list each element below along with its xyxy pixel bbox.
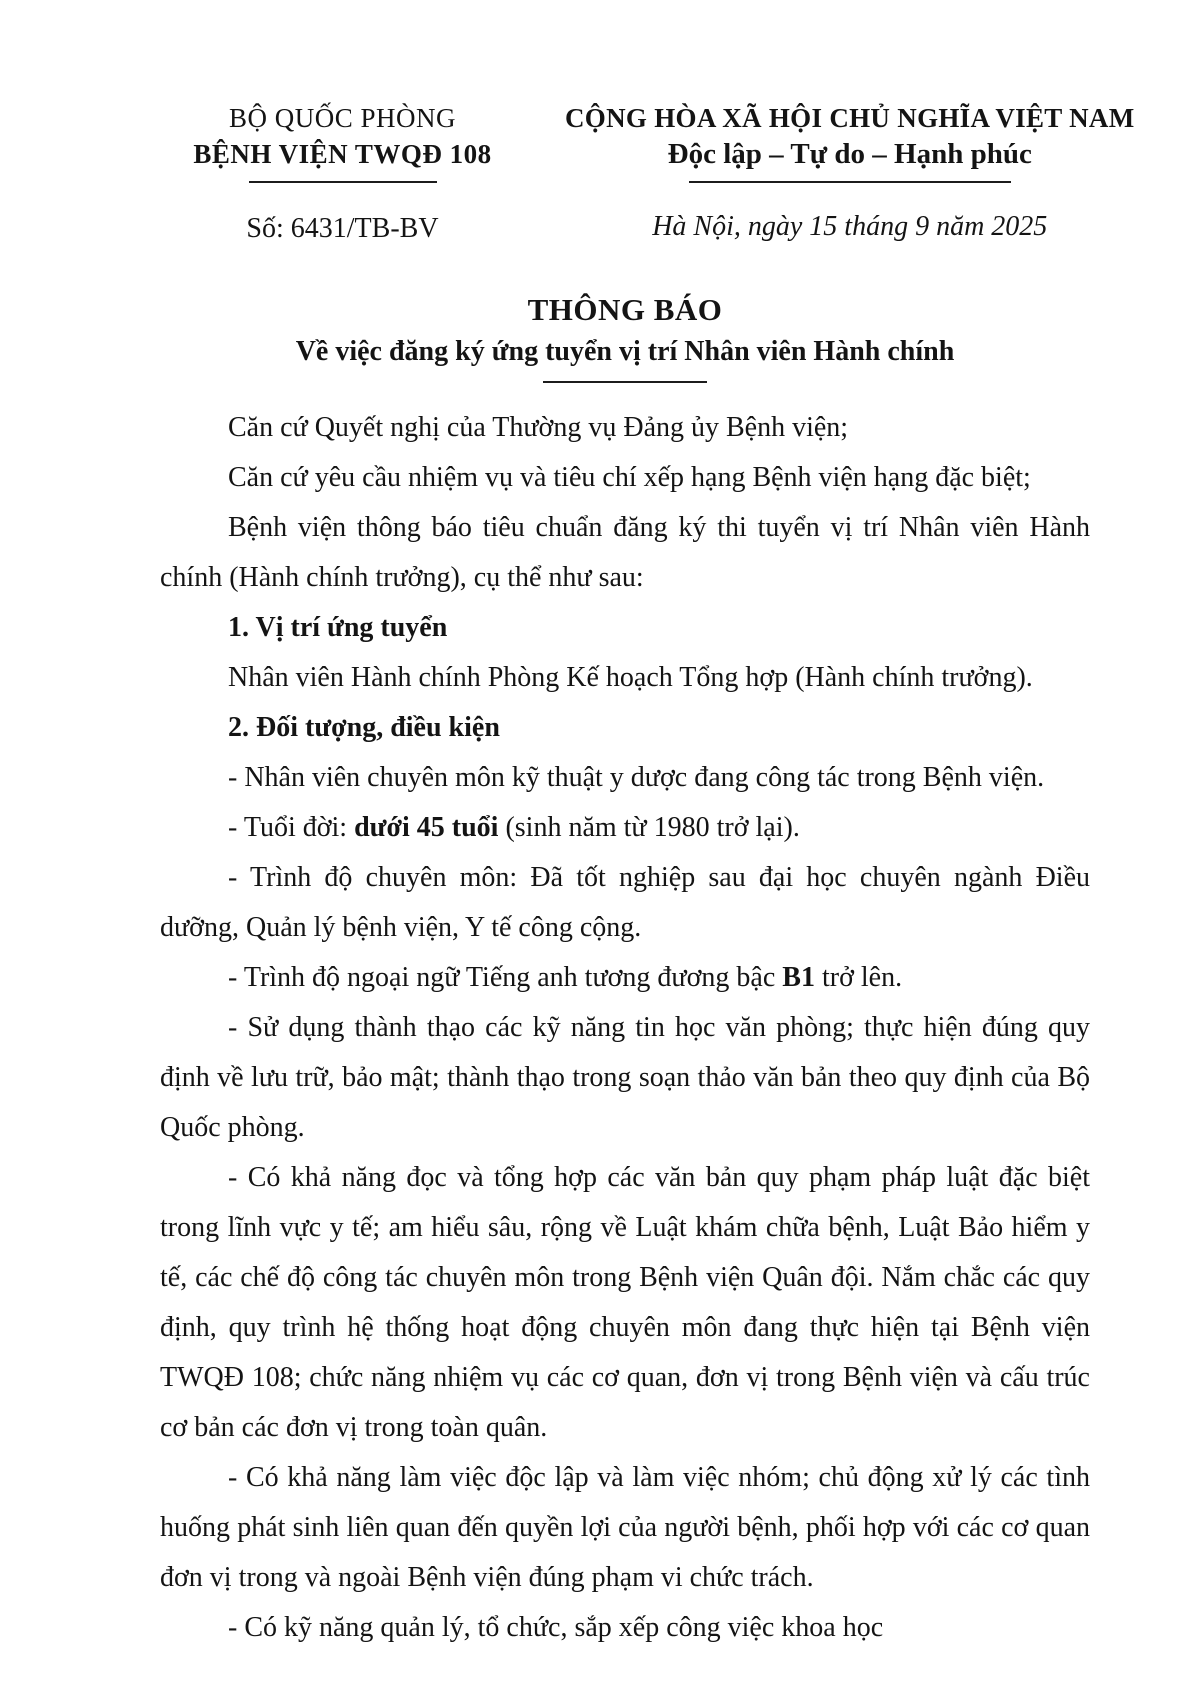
section-heading xyxy=(160,703,1090,753)
ministry-name: BỘ QUỐC PHÒNG xyxy=(228,103,457,133)
text-run: - Có kỹ năng quản lý, tổ chức, sắp xếp công việc khoa học xyxy=(228,1612,884,1643)
body-paragraph xyxy=(160,953,1090,1003)
body-paragraph xyxy=(160,803,1090,853)
body-paragraph xyxy=(160,753,1090,803)
text-run: Bệnh viện thông báo tiêu chuẩn đăng ký thi tuyển vị trí Nhân viên Hành chính (Hành chính trưởng), cụ thể như sau: xyxy=(160,512,1090,593)
text-run: Nhân viên Hành chính Phòng Kế hoạch Tổng hợp (Hành chính trưởng). xyxy=(228,662,1033,693)
body-paragraph xyxy=(160,503,1090,603)
body-paragraph xyxy=(160,1003,1090,1153)
body-paragraph xyxy=(160,853,1090,953)
document-title-block xyxy=(0,291,1190,383)
text-run: 2. Đối tượng, điều kiện xyxy=(228,712,500,743)
right-header-underline xyxy=(689,181,1011,183)
document-number: Số: 6431/TB-BV xyxy=(246,213,439,244)
body-paragraph xyxy=(160,1153,1090,1453)
section-heading xyxy=(160,603,1090,653)
body-paragraph xyxy=(160,1603,1090,1653)
text-run: (sinh năm từ 1980 trở lại). xyxy=(498,812,800,843)
emphasized-text: B1 xyxy=(782,962,815,993)
text-run: - Trình độ ngoại ngữ Tiếng anh tương đương bậc xyxy=(228,962,783,993)
national-motto-block xyxy=(565,100,1135,245)
title-underline xyxy=(543,381,707,383)
body-paragraph xyxy=(160,653,1090,703)
document-subtitle: Về việc đăng ký ứng tuyển vị trí Nhân viên Hành chính xyxy=(295,336,955,367)
body-paragraph xyxy=(160,453,1090,503)
text-run: - Nhân viên chuyên môn kỹ thuật y dược đang công tác trong Bệnh viện. xyxy=(228,762,1045,793)
text-run: Căn cứ Quyết nghị của Thường vụ Đảng ủy Bệnh viện; xyxy=(228,412,849,443)
issuing-authority-block xyxy=(120,100,565,245)
text-run: 1. Vị trí ứng tuyển xyxy=(228,612,448,643)
emphasized-text: dưới 45 tuổi xyxy=(354,812,499,843)
text-run: trở lên. xyxy=(814,962,903,993)
document-header xyxy=(0,0,1190,245)
text-run: Căn cứ yêu cầu nhiệm vụ và tiêu chí xếp hạng Bệnh viện hạng đặc biệt; xyxy=(228,462,1031,493)
text-run: - Sử dụng thành thạo các kỹ năng tin học văn phòng; thực hiện đúng quy định về lưu trữ, bảo mật; thành thạo trong soạn thảo văn bản theo quy định của Bộ Quốc phòng. xyxy=(160,1012,1090,1143)
text-run: - Có khả năng làm việc độc lập và làm việc nhóm; chủ động xử lý các tình huống phát sinh liên quan đến quyền lợi của người bệnh, phối hợp với các cơ quan đơn vị trong và ngoài Bệnh viện đúng phạm vi chức trách. xyxy=(160,1462,1090,1593)
left-header-underline xyxy=(249,181,437,183)
body-paragraph xyxy=(160,403,1090,453)
body-paragraph xyxy=(160,1453,1090,1603)
organization-name: BỆNH VIỆN TWQĐ 108 xyxy=(193,139,492,169)
text-run: - Có khả năng đọc và tổng hợp các văn bản quy phạm pháp luật đặc biệt trong lĩnh vực y tế; am hiểu sâu, rộng về Luật khám chữa bệnh, Luật Bảo hiểm y tế, các chế độ công tác chuyên môn trong Bệnh viện Quân đội. Nắm chắc các quy định, quy trình hệ thống hoạt động chuyên môn đang thực hiện tại Bệnh viện TWQĐ 108; chức năng nhiệm vụ các cơ quan, đơn vị trong Bệnh viện và cấu trúc cơ bản các đơn vị trong toàn quân. xyxy=(160,1162,1090,1443)
text-run: - Trình độ chuyên môn: Đã tốt nghiệp sau đại học chuyên ngành Điều dưỡng, Quản lý bệnh viện, Y tế công cộng. xyxy=(160,862,1090,943)
document-body xyxy=(160,403,1090,1653)
national-motto: Độc lập – Tự do – Hạnh phúc xyxy=(667,138,1032,170)
national-title: CỘNG HÒA XÃ HỘI CHỦ NGHĨA VIỆT NAM xyxy=(565,103,1135,133)
document-title: THÔNG BÁO xyxy=(527,292,723,327)
text-run: - Tuổi đời: xyxy=(228,812,355,843)
place-and-date: Hà Nội, ngày 15 tháng 9 năm 2025 xyxy=(652,211,1048,242)
